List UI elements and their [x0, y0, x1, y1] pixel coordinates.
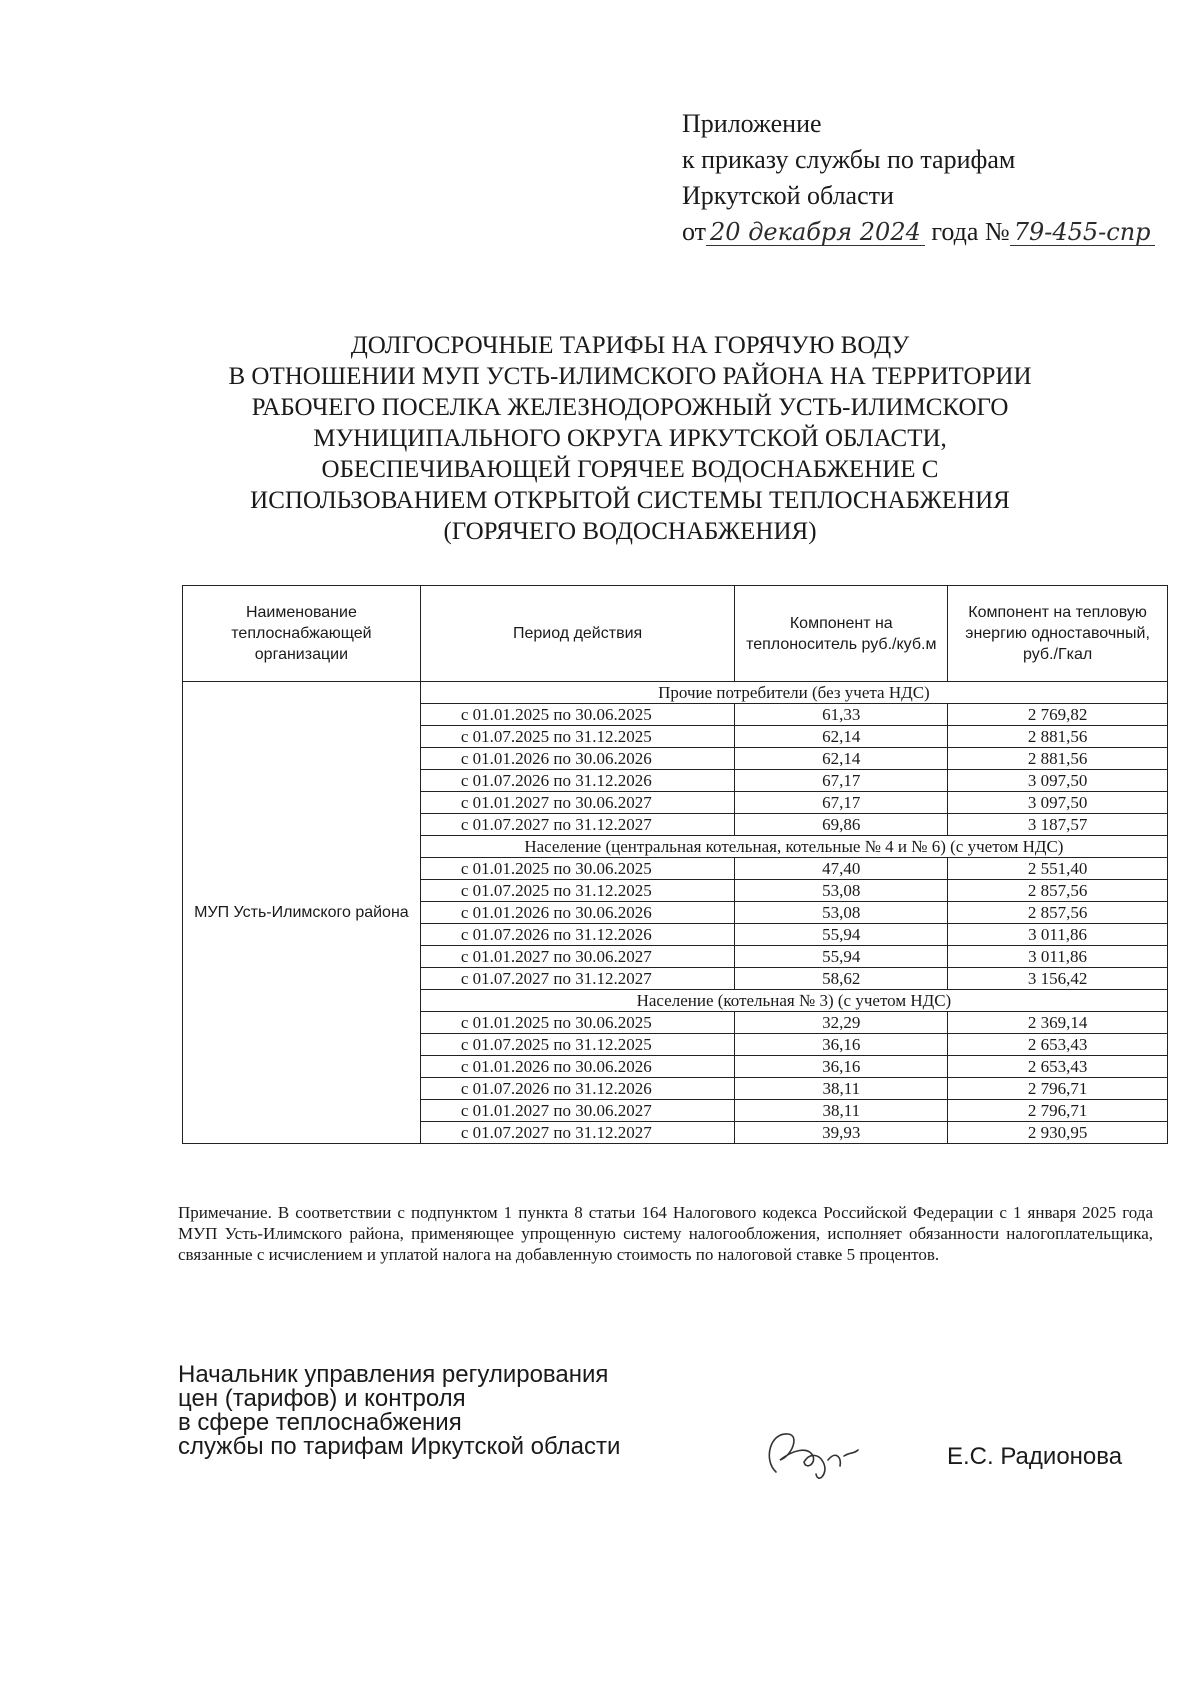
- handwritten-order-number: 79-455-спр: [1010, 219, 1155, 246]
- period-cell: с 01.01.2025 по 30.06.2025: [420, 1012, 735, 1034]
- header-heat: Компонент на тепловую энергию одноставочный, руб./Гкал: [948, 586, 1168, 682]
- signer-line: Начальник управления регулирования: [178, 1361, 609, 1388]
- signature-image: [758, 1420, 878, 1490]
- coolant-cell: 36,16: [735, 1034, 948, 1056]
- period-cell: с 01.07.2026 по 31.12.2026: [420, 924, 735, 946]
- signer-line: цен (тарифов) и контроля: [178, 1385, 466, 1412]
- table-header-row: [183, 586, 1168, 682]
- coolant-cell: 62,14: [735, 748, 948, 770]
- heat-cell: 2 881,56: [948, 748, 1168, 770]
- heat-cell: 2 930,95: [948, 1122, 1168, 1144]
- signee-name: Е.С. Радионова: [947, 1443, 1123, 1470]
- tariff-table: [182, 585, 1168, 1144]
- period-cell: с 01.01.2025 по 30.06.2025: [420, 858, 735, 880]
- title-line: В ОТНОШЕНИИ МУП УСТЬ-ИЛИМСКОГО РАЙОНА НА ТЕРРИТОРИИ: [228, 363, 1032, 390]
- heat-cell: 2 796,71: [948, 1100, 1168, 1122]
- coolant-cell: 38,11: [735, 1078, 948, 1100]
- heat-cell: 3 097,50: [948, 792, 1168, 814]
- period-cell: с 01.07.2027 по 31.12.2027: [420, 814, 735, 836]
- coolant-cell: 55,94: [735, 946, 948, 968]
- period-cell: с 01.01.2027 по 30.06.2027: [420, 792, 735, 814]
- coolant-cell: 58,62: [735, 968, 948, 990]
- coolant-cell: 62,14: [735, 726, 948, 748]
- period-cell: с 01.07.2026 по 31.12.2026: [420, 770, 735, 792]
- coolant-cell: 69,86: [735, 814, 948, 836]
- period-cell: с 01.01.2027 по 30.06.2027: [420, 946, 735, 968]
- consumer-group-title: Прочие потребители (без учета НДС): [420, 682, 1167, 704]
- heat-cell: 3 156,42: [948, 968, 1168, 990]
- handwritten-date: 20 декабря 2024: [706, 219, 925, 246]
- signer-position: [178, 1363, 620, 1459]
- period-cell: с 01.07.2026 по 31.12.2026: [420, 1078, 735, 1100]
- period-cell: с 01.07.2025 по 31.12.2025: [420, 726, 735, 748]
- heat-cell: 2 857,56: [948, 902, 1168, 924]
- header-coolant: Компонент на теплоноситель руб./куб.м: [735, 586, 948, 682]
- title-line: РАБОЧЕГО ПОСЕЛКА ЖЕЛЕЗНОДОРОЖНЫЙ УСТЬ-ИЛИМСКОГО: [251, 394, 1009, 421]
- heat-cell: 3 011,86: [948, 946, 1168, 968]
- signer-line: службы по тарифам Иркутской области: [178, 1433, 621, 1460]
- coolant-cell: 53,08: [735, 902, 948, 924]
- heat-cell: 2 653,43: [948, 1056, 1168, 1078]
- period-cell: с 01.07.2025 по 31.12.2025: [420, 1034, 735, 1056]
- coolant-cell: 61,33: [735, 704, 948, 726]
- appendix-from-prefix: от: [682, 217, 707, 246]
- period-cell: с 01.07.2025 по 31.12.2025: [420, 880, 735, 902]
- appendix-date-line: [682, 214, 1155, 250]
- heat-cell: 2 769,82: [948, 704, 1168, 726]
- title-line: ДОЛГОСРОЧНЫЕ ТАРИФЫ НА ГОРЯЧУЮ ВОДУ: [350, 332, 910, 359]
- period-cell: с 01.07.2027 по 31.12.2027: [420, 968, 735, 990]
- heat-cell: 2 796,71: [948, 1078, 1168, 1100]
- heat-cell: 3 097,50: [948, 770, 1168, 792]
- consumer-group-title: Население (котельная № 3) (с учетом НДС): [420, 990, 1167, 1012]
- appendix-year-label: года №: [931, 217, 1010, 246]
- tax-note: Примечание. В соответствии с подпунктом 1 пункта 8 статьи 164 Налогового кодекса Российской Федерации с 1 января 2025 года МУП Усть-Илимского района, применяющее упрощенную систему налогообложения, исполняет обязанности налогоплательщика, связанные с исчислением и уплатой налога на добавленную стоимость по налоговой ставке 5 процентов.: [178, 1203, 1153, 1264]
- header-period: Период действия: [420, 586, 735, 682]
- heat-cell: 2 551,40: [948, 858, 1168, 880]
- table-body: [183, 682, 1168, 1144]
- coolant-cell: 38,11: [735, 1100, 948, 1122]
- period-cell: с 01.07.2027 по 31.12.2027: [420, 1122, 735, 1144]
- coolant-cell: 39,93: [735, 1122, 948, 1144]
- signer-line: в сфере теплоснабжения: [178, 1409, 462, 1436]
- period-cell: с 01.01.2025 по 30.06.2025: [420, 704, 735, 726]
- coolant-cell: 32,29: [735, 1012, 948, 1034]
- period-cell: с 01.01.2026 по 30.06.2026: [420, 748, 735, 770]
- title-line: ОБЕСПЕЧИВАЮЩЕЙ ГОРЯЧЕЕ ВОДОСНАБЖЕНИЕ С: [321, 456, 939, 483]
- title-line: МУНИЦИПАЛЬНОГО ОКРУГА ИРКУТСКОЙ ОБЛАСТИ,: [313, 425, 947, 452]
- coolant-cell: 67,17: [735, 792, 948, 814]
- heat-cell: 2 369,14: [948, 1012, 1168, 1034]
- title-line: (ГОРЯЧЕГО ВОДОСНАБЖЕНИЯ): [443, 518, 817, 545]
- period-cell: с 01.01.2027 по 30.06.2027: [420, 1100, 735, 1122]
- appendix-block: [682, 106, 1155, 250]
- coolant-cell: 55,94: [735, 924, 948, 946]
- appendix-region: Иркутской области: [682, 181, 894, 210]
- organization-cell: МУП Усть-Илимского района: [183, 682, 421, 1144]
- heat-cell: 2 857,56: [948, 880, 1168, 902]
- appendix-title: Приложение: [682, 109, 822, 138]
- coolant-cell: 53,08: [735, 880, 948, 902]
- header-organization: Наименование теплоснабжающей организации: [183, 586, 421, 682]
- heat-cell: 2 653,43: [948, 1034, 1168, 1056]
- group-row: [183, 682, 1168, 704]
- heat-cell: 2 881,56: [948, 726, 1168, 748]
- coolant-cell: 47,40: [735, 858, 948, 880]
- document-title: [150, 330, 1110, 547]
- appendix-order-ref: к приказу службы по тарифам: [682, 145, 1016, 174]
- period-cell: с 01.01.2026 по 30.06.2026: [420, 1056, 735, 1078]
- heat-cell: 3 187,57: [948, 814, 1168, 836]
- period-cell: с 01.01.2026 по 30.06.2026: [420, 902, 735, 924]
- coolant-cell: 67,17: [735, 770, 948, 792]
- title-line: ИСПОЛЬЗОВАНИЕМ ОТКРЫТОЙ СИСТЕМЫ ТЕПЛОСНАБЖЕНИЯ: [250, 487, 1010, 514]
- coolant-cell: 36,16: [735, 1056, 948, 1078]
- consumer-group-title: Население (центральная котельная, котельные № 4 и № 6) (с учетом НДС): [420, 836, 1167, 858]
- heat-cell: 3 011,86: [948, 924, 1168, 946]
